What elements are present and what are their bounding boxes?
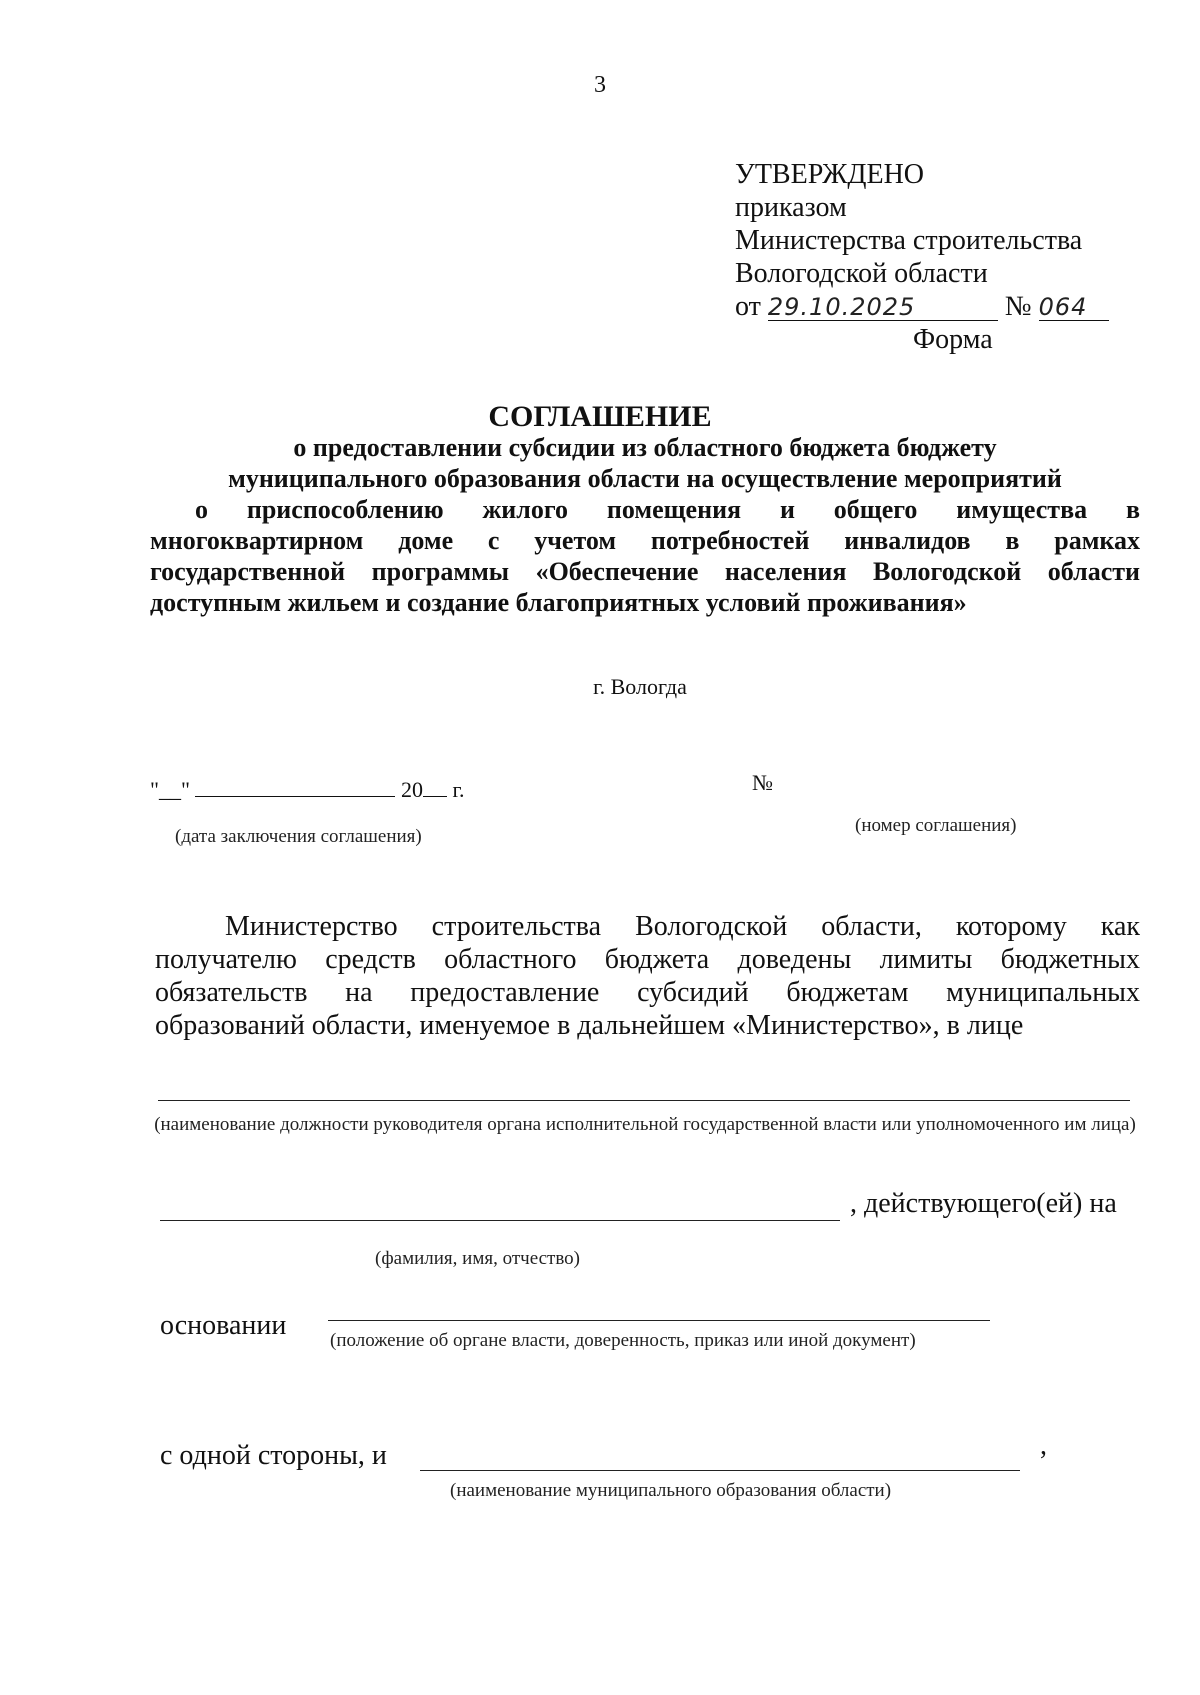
- number-prefix: №: [1004, 291, 1032, 322]
- subtitle-line: государственной программы «Обеспечение населения Вологодской области: [150, 557, 1140, 586]
- city: г. Вологда: [593, 674, 687, 699]
- document-title: СОГЛАШЕНИЕ: [488, 400, 712, 433]
- approval-block: [735, 158, 1109, 356]
- date-prefix: от: [735, 291, 761, 322]
- body-line: образований области, именуемое в дальнейшем «Министерство», в лице: [155, 1010, 1024, 1041]
- body-line: обязательств на предоставление субсидий бюджетам муниципальных: [155, 977, 1140, 1008]
- page-number: 3: [594, 72, 606, 98]
- date-quotes: "__": [150, 777, 190, 802]
- trailing-comma: ,: [1040, 1430, 1047, 1461]
- basis-rule[interactable]: [328, 1320, 990, 1321]
- approval-date-field: [768, 290, 998, 321]
- municipality-caption: (наименование муниципального образования области): [450, 1480, 892, 1501]
- agreement-date-field[interactable]: [150, 774, 465, 803]
- approval-date-row: [735, 290, 1109, 323]
- basis-caption: (положение об органе власти, доверенность, приказ или иной документ): [330, 1330, 916, 1351]
- body-line: Министерство строительства Вологодской области, которому как: [225, 911, 1140, 942]
- year-prefix: 20: [400, 777, 423, 802]
- subtitle-line: доступным жильем и создание благоприятных условий проживания»: [150, 588, 967, 617]
- position-caption: (наименование должности руководителя органа исполнительной государственной власти или уполномоченного им лица): [154, 1114, 1136, 1135]
- subtitle-line: о предоставлении субсидии из областного бюджета бюджету: [293, 433, 997, 462]
- subtitle-line: муниципального образования области на осуществление мероприятий: [228, 464, 1062, 493]
- agreement-number-sign: №: [752, 770, 773, 795]
- number-caption: (номер соглашения): [855, 815, 1017, 836]
- form-label: Форма: [913, 324, 993, 355]
- subtitle-line: о приспособлению жилого помещения и общего имущества в: [195, 495, 1140, 524]
- municipality-rule[interactable]: [420, 1470, 1020, 1471]
- body-paragraph: [155, 910, 1140, 1042]
- position-rule[interactable]: [158, 1100, 1130, 1101]
- body-line: получателю средств областного бюджета доведены лимиты бюджетных: [155, 944, 1140, 975]
- approval-line: приказом: [735, 192, 847, 223]
- document-subtitle: [150, 432, 1140, 618]
- year-blank: [423, 774, 447, 797]
- subtitle-line: многоквартирном доме с учетом потребностей инвалидов в рамках: [150, 526, 1140, 555]
- approval-heading: УТВЕРЖДЕНО: [735, 159, 925, 190]
- approval-line: Министерства строительства: [735, 225, 1083, 256]
- approval-date-value: 29.10.2025: [767, 293, 916, 321]
- basis-label: основании: [160, 1310, 287, 1341]
- year-suffix: г.: [452, 777, 465, 802]
- side-label: с одной стороны, и: [160, 1440, 387, 1471]
- approval-line: Вологодской области: [735, 258, 988, 289]
- approval-number-field: [1039, 290, 1109, 321]
- approval-number-value: 064: [1038, 293, 1088, 321]
- fio-caption: (фамилия, имя, отчество): [375, 1248, 581, 1269]
- date-blank: [195, 774, 395, 797]
- acting-text: , действующего(ей) на: [850, 1188, 1117, 1219]
- date-caption: (дата заключения соглашения): [175, 826, 422, 847]
- fio-rule[interactable]: [160, 1220, 840, 1221]
